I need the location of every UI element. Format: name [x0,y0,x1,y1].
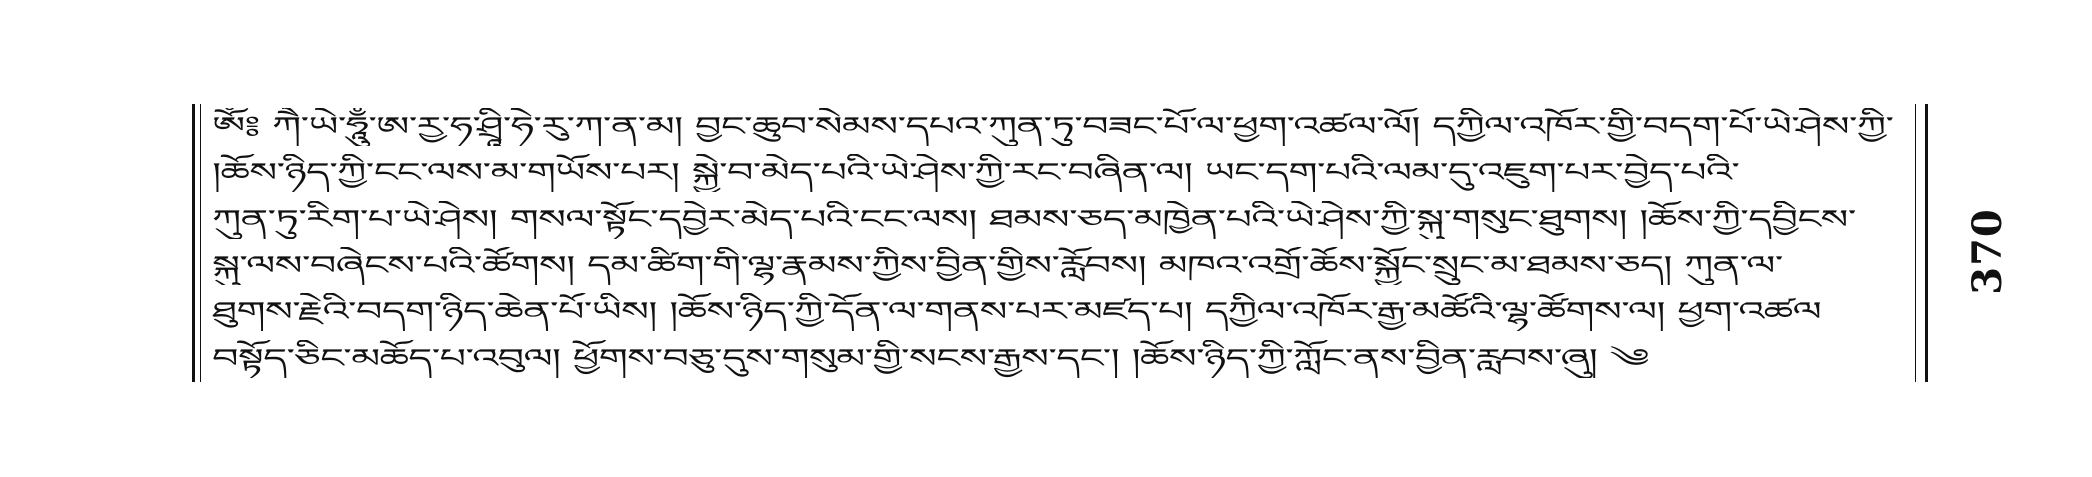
text-line-4-content: སྐུ་ལས་བཞེངས་པའི་ཚོགས། དམ་ཚིག་གི་ལྷ་རྣམས་ཀྱིས་བྱིན་གྱིས་རློབས། མཁའ་འགྲོ་ཆོས་སྐྱོང་སྲུང་མ་ཐམས་ཅད། ཀུན་ལ་ [212,251,1783,282]
text-line-5 [212,293,1908,331]
text-line-2 [212,154,1908,192]
text-line-6-content: བསྟོད་ཅིང་མཆོད་པ་འབུལ། ཕྱོགས་བཅུ་དུས་གསུམ་གྱི་སངས་རྒྱས་དང་། །ཆོས་ཉིད་ཀྱི་ཀློང་ནས་བྱིན་རླབས་ཞུ། ༄ [212,343,1649,374]
text-line-2-content: །ཆོས་ཉིད་ཀྱི་ངང་ལས་མ་གཡོས་པར། སྐྱེ་བ་མེད་པའི་ཡེ་ཤེས་ཀྱི་རང་བཞིན་ལ། ཡང་དག་པའི་ལམ་དུ་འཇུག་པར་བྱེད་པའི་ [212,158,1740,189]
text-line-3-content: ཀུན་ཏུ་རིག་པ་ཡེ་ཤེས། གསལ་སྟོང་དབྱེར་མེད་པའི་ངང་ལས། ཐམས་ཅད་མཁྱེན་པའི་ཡེ་ཤེས་ཀྱི་སྐུ་གསུང་ཐུགས། །ཆོས་ཀྱི་དབྱིངས་ [212,204,1856,235]
text-line-5-content: ཐུགས་རྗེའི་བདག་ཉིད་ཆེན་པོ་ཡིས། །ཆོས་ཉིད་ཀྱི་དོན་ལ་གནས་པར་མཛད་པ། དཀྱིལ་འཁོར་རྒྱ་མཚོའི་ལྷ་ཚོགས་ལ། ཕྱག་འཚལ [212,297,1822,328]
text-line-3 [212,201,1908,239]
page-number: 370 [1963,208,2011,295]
text-line-6 [212,340,1908,378]
text-line-1-content: ༀ༔ ཀཻ་ཡེ་ཧཱུྃ་ཨ་རྱ་ཧ་ཤྲཱི་ཧེ་རུ་ཀ་ན་མ། བྱང་ཆུབ་སེམས་དཔའ་ཀུན་ཏུ་བཟང་པོ་ལ་ཕྱག་འཚལ་ལོ། དཀྱིལ་འཁོར་གྱི་བདག་པོ་ཡེ་ཤེས་ཀྱི་ [212,112,1894,143]
text-block [212,104,1908,382]
text-line-4 [212,247,1908,285]
text-line-1 [212,108,1908,146]
